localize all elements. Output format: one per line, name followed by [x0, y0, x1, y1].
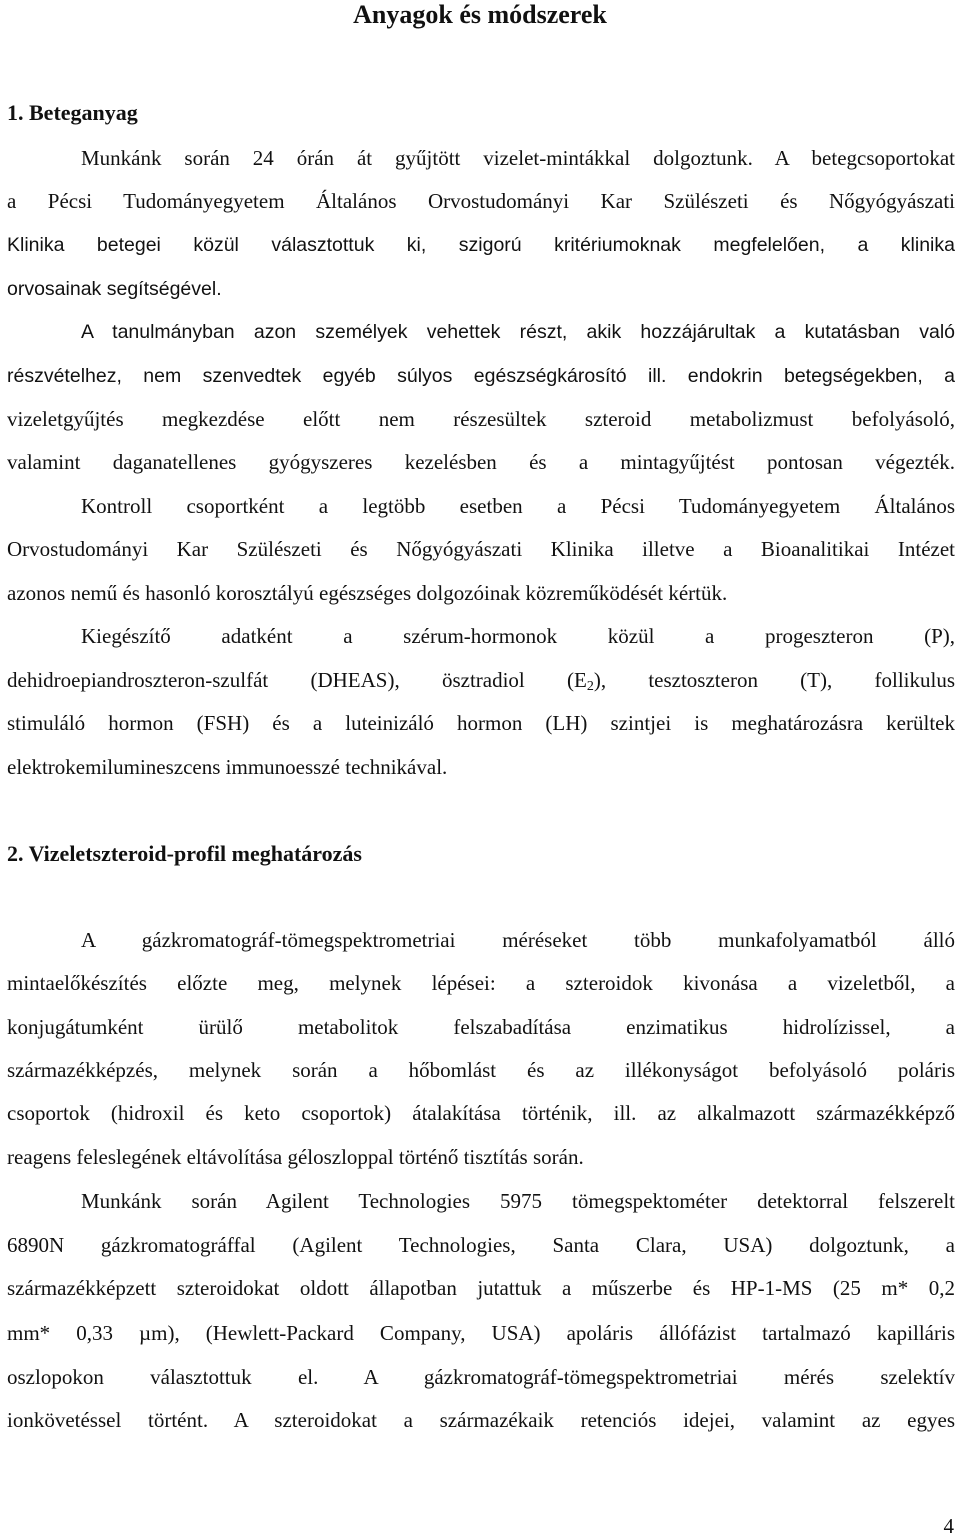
- text-line-content: [7, 667, 955, 693]
- text-line: [7, 276, 955, 302]
- text-line: [7, 1275, 955, 1301]
- text-line-content: valamint daganatellenes gyógyszeres kezelésben és a mintagyűjtést pontosan végezték.: [7, 450, 955, 474]
- text-line: [7, 188, 955, 214]
- page-title: Anyagok és módszerek: [353, 0, 607, 29]
- text-line: [7, 1144, 955, 1170]
- text-line: [7, 970, 955, 996]
- text-segment: dehidroepiandroszteron-szulfát (DHEAS), ösztradiol (E: [7, 668, 587, 692]
- text-line: [7, 449, 955, 475]
- text-line: [7, 580, 955, 606]
- text-line: [81, 623, 955, 649]
- section-heading-beteganyag: 1. Beteganyag: [7, 100, 138, 125]
- text-line: [7, 1407, 955, 1433]
- text-line-content: oszlopokon választottuk el. A gázkromatográf-tömegspektrometriai mérés szelektív: [7, 1365, 955, 1389]
- text-line-content: konjugátumként ürülő metabolitok felszabadítása enzimatikus hidrolízissel, a: [7, 1015, 955, 1039]
- text-line-content: részvételhez, nem szenvedtek egyéb súlyos egészségkárosító ill. endokrin betegségekben, a: [7, 365, 955, 387]
- text-line-content: reagens feleslegének eltávolítása géloszloppal történő tisztítás során.: [7, 1145, 584, 1169]
- text-line-content: Munkánk során Agilent Technologies 5975 tömegspektométer detektorral felszerelt: [81, 1189, 955, 1213]
- text-line: [81, 145, 955, 171]
- text-line: [7, 1364, 955, 1390]
- section-heading-vizeletszteroid: 2. Vizeletszteroid-profil meghatározás: [7, 841, 362, 866]
- text-line: [7, 1320, 955, 1346]
- text-line-content: vizeletgyűjtés megkezdése előtt nem részesültek szteroid metabolizmust befolyásoló,: [7, 407, 955, 431]
- subscript: 2: [586, 679, 594, 694]
- text-line-content: Klinika betegei közül választottuk ki, szigorú kritériumoknak megfelelően, a klinika: [7, 234, 955, 256]
- text-line: [7, 406, 955, 432]
- text-line-content: azonos nemű és hasonló korosztályú egészséges dolgozóinak közreműködését kértük.: [7, 581, 728, 605]
- text-line-content: A gázkromatográf-tömegspektrometriai méréseket több munkafolyamatból álló: [81, 928, 955, 952]
- text-line: [81, 927, 955, 953]
- text-line-content: mintaelőkészítés előzte meg, melynek lépései: a szteroidok kivonása a vizeletből, a: [7, 971, 955, 995]
- text-line-content: Orvostudományi Kar Szülészeti és Nőgyógyászati Klinika illetve a Bioanalitikai Intézet: [7, 537, 955, 561]
- text-line-content: Munkánk során 24 órán át gyűjtött vizelet-mintákkal dolgoztunk. A betegcsoportokat: [81, 146, 955, 170]
- text-line: [7, 536, 955, 562]
- text-line: [81, 493, 955, 519]
- text-line: [7, 232, 955, 258]
- text-line: [7, 1232, 955, 1258]
- text-line-content: stimuláló hormon (FSH) és a luteinizáló hormon (LH) szintjei is meghatározásra kerültek: [7, 711, 955, 735]
- text-segment: ), tesztoszteron (T), follikulus: [593, 668, 955, 692]
- text-line: [81, 1188, 955, 1214]
- text-line: [7, 667, 955, 693]
- text-line-content: Kontroll csoportként a legtöbb esetben a Pécsi Tudományegyetem Általános: [81, 494, 955, 518]
- text-line: [7, 1100, 955, 1126]
- text-line-content: orvosainak segítségével.: [7, 278, 222, 300]
- text-line-content: A tanulmányban azon személyek vehettek részt, akik hozzájárultak a kutatásban való: [81, 321, 955, 343]
- text-line: [7, 1057, 955, 1083]
- text-line: [7, 710, 955, 736]
- text-line-content: Kiegészítő adatként a szérum-hormonok közül a progeszteron (P),: [81, 624, 955, 648]
- text-line: [7, 754, 955, 780]
- text-line-content: ionkövetéssel történt. A szteroidokat a származékaik retenciós idejei, valamint az egyes: [7, 1408, 955, 1432]
- text-line-content: csoportok (hidroxil és keto csoportok) átalakítása történik, ill. az alkalmazott származékképző: [7, 1101, 955, 1125]
- text-line-content: mm* 0,33 µm), (Hewlett-Packard Company, USA) apoláris állófázist tartalmazó kapilláris: [7, 1321, 955, 1345]
- text-line: [7, 1014, 955, 1040]
- text-line: [7, 363, 955, 389]
- text-line: [81, 319, 955, 345]
- text-line-content: származékképzés, melynek során a hőbomlást és az illékonyságot befolyásoló poláris: [7, 1058, 955, 1082]
- text-line-content: elektrokemilumineszcens immunoesszé technikával.: [7, 755, 448, 779]
- text-line-content: a Pécsi Tudományegyetem Általános Orvostudományi Kar Szülészeti és Nőgyógyászati: [7, 189, 955, 213]
- text-line-content: 6890N gázkromatográffal (Agilent Technologies, Santa Clara, USA) dolgoztunk, a: [7, 1233, 955, 1257]
- text-line-content: származékképzett szteroidokat oldott állapotban jutattuk a műszerbe és HP-1-MS (25 m* 0,2: [7, 1276, 955, 1300]
- page-number: 4: [943, 1514, 954, 1538]
